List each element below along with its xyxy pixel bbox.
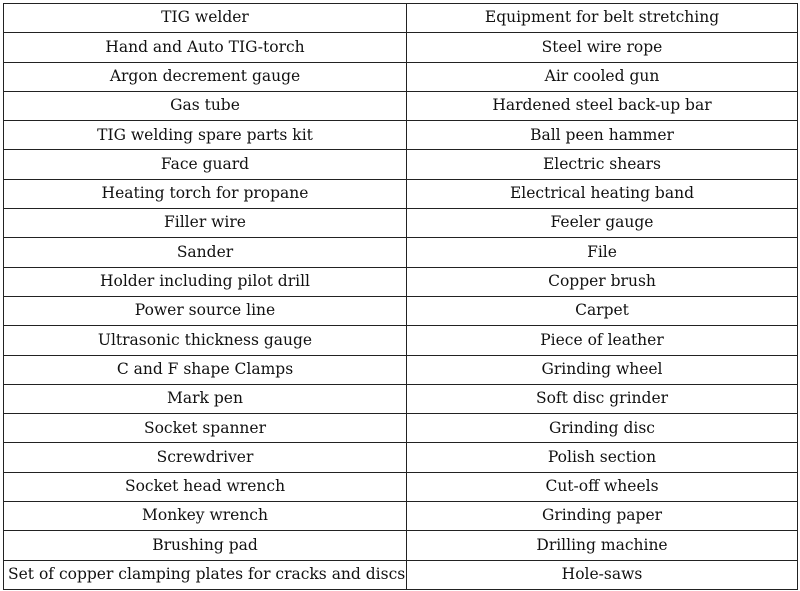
table-row <box>4 472 798 501</box>
table-row <box>4 179 798 208</box>
table-row <box>4 4 798 33</box>
table-cell-right: Air cooled gun <box>407 62 798 91</box>
table-row <box>4 267 798 296</box>
table-row <box>4 150 798 179</box>
equipment-table <box>3 3 798 590</box>
table-cell-right: Hardened steel back-up bar <box>407 91 798 120</box>
table-cell-right: Steel wire rope <box>407 33 798 62</box>
table-row <box>4 384 798 413</box>
table-cell-left: Gas tube <box>4 91 407 120</box>
table-cell-right: Electric shears <box>407 150 798 179</box>
table-row <box>4 326 798 355</box>
table-cell-left: Face guard <box>4 150 407 179</box>
table-cell-right: Ball peen hammer <box>407 121 798 150</box>
table-cell-left: Power source line <box>4 296 407 325</box>
table-cell-left: Mark pen <box>4 384 407 413</box>
equipment-table-body <box>4 4 798 590</box>
table-row <box>4 62 798 91</box>
table-cell-left: Heating torch for propane <box>4 179 407 208</box>
table-cell-left: TIG welding spare parts kit <box>4 121 407 150</box>
table-cell-left: Brushing pad <box>4 531 407 560</box>
table-cell-left: Argon decrement gauge <box>4 62 407 91</box>
table-cell-left: Hand and Auto TIG-torch <box>4 33 407 62</box>
table-cell-left: Socket head wrench <box>4 472 407 501</box>
table-cell-right: Electrical heating band <box>407 179 798 208</box>
table-cell-right: Grinding disc <box>407 414 798 443</box>
table-row <box>4 355 798 384</box>
table-cell-left: Filler wire <box>4 209 407 238</box>
table-cell-right: Carpet <box>407 296 798 325</box>
table-cell-left: Ultrasonic thickness gauge <box>4 326 407 355</box>
table-cell-left: Socket spanner <box>4 414 407 443</box>
table-row <box>4 296 798 325</box>
table-row <box>4 502 798 531</box>
table-cell-right: Feeler gauge <box>407 209 798 238</box>
table-row <box>4 121 798 150</box>
table-cell-right: Grinding wheel <box>407 355 798 384</box>
table-row <box>4 443 798 472</box>
table-row <box>4 91 798 120</box>
table-cell-left: Screwdriver <box>4 443 407 472</box>
table-cell-left: Holder including pilot drill <box>4 267 407 296</box>
table-cell-right: Equipment for belt stretching <box>407 4 798 33</box>
table-cell-right: Cut-off wheels <box>407 472 798 501</box>
table-cell-right: Hole-saws <box>407 560 798 589</box>
table-row <box>4 33 798 62</box>
table-cell-right: Piece of leather <box>407 326 798 355</box>
table-cell-left: Set of copper clamping plates for cracks and discs <box>4 560 407 589</box>
table-row <box>4 209 798 238</box>
table-cell-right: Drilling machine <box>407 531 798 560</box>
table-row <box>4 560 798 589</box>
table-cell-right: Copper brush <box>407 267 798 296</box>
table-cell-left: Monkey wrench <box>4 502 407 531</box>
table-cell-right: Polish section <box>407 443 798 472</box>
table-cell-left: C and F shape Clamps <box>4 355 407 384</box>
table-cell-right: Grinding paper <box>407 502 798 531</box>
table-cell-left: TIG welder <box>4 4 407 33</box>
table-row <box>4 238 798 267</box>
table-cell-right: File <box>407 238 798 267</box>
table-cell-left: Sander <box>4 238 407 267</box>
table-row <box>4 414 798 443</box>
table-cell-right: Soft disc grinder <box>407 384 798 413</box>
table-row <box>4 531 798 560</box>
